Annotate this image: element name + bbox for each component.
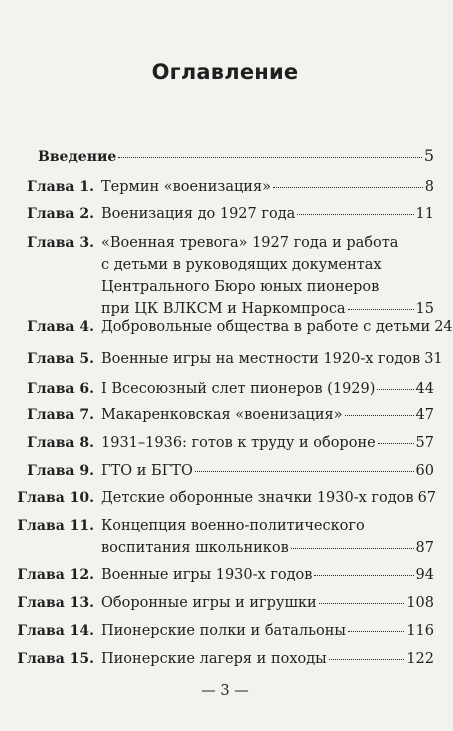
toc-page-number: 15 (415, 301, 434, 317)
toc-page-number: 5 (423, 146, 434, 165)
dot-leader (291, 548, 414, 549)
toc-page-number: 24 (434, 319, 453, 335)
dot-leader (195, 471, 414, 472)
chapter-title-block (101, 176, 434, 198)
toc-page-number: 94 (415, 567, 434, 583)
chapter-title-line: «Военная тревога» 1927 года и работа (101, 235, 399, 251)
chapter-title: Макаренковская «военизация» (101, 407, 343, 423)
toc-entry-line (101, 176, 434, 198)
toc-page-number: 122 (406, 651, 434, 667)
chapter-title: ГТО и БГТО (101, 463, 193, 479)
toc-page-number: 108 (406, 595, 434, 611)
toc-entry-line (101, 620, 434, 642)
toc-page-number: 8 (424, 179, 434, 195)
chapter-title-block (101, 515, 434, 559)
chapter-title: при ЦК ВЛКСМ и Наркомпроса (101, 301, 346, 317)
chapter-title-block (101, 432, 434, 454)
chapter-title-block (101, 378, 434, 400)
chapter-label: Глава 3. (27, 235, 94, 251)
toc-entry-line (101, 203, 434, 225)
toc-page-number: 60 (415, 463, 434, 479)
dot-leader (377, 389, 413, 390)
toc-page-number: 116 (406, 623, 434, 639)
chapter-title-block (101, 316, 453, 338)
chapter-label: Глава 2. (27, 206, 94, 222)
chapter-title-block (101, 648, 434, 670)
chapter-title: Добровольные общества в работе с детьми (101, 319, 431, 335)
chapter-title: Военные игры 1930-х годов (101, 567, 313, 583)
chapter-label: Глава 8. (27, 435, 94, 451)
chapter-title-line: Центрального Бюро юных пионеров (101, 279, 380, 295)
dot-leader (345, 415, 414, 416)
dot-leader (319, 603, 405, 604)
chapter-label: Глава 15. (17, 651, 94, 667)
chapter-title: Пионерские лагеря и походы (101, 651, 327, 667)
toc-entry-line (101, 537, 434, 559)
chapter-title-block (101, 348, 443, 370)
chapter-title-block (101, 232, 434, 320)
chapter-title-block (101, 460, 434, 482)
chapter-label: Глава 10. (17, 490, 94, 506)
chapter-title: 1931–1936: готов к труду и обороне (101, 435, 376, 451)
toc-entry-line (101, 592, 434, 614)
chapter-title-block (101, 404, 434, 426)
toc-entry-title: Введение (38, 149, 117, 165)
dot-leader (329, 659, 405, 660)
toc-entry-line (101, 460, 434, 482)
chapter-title: Военные игры на местности 1920-х годов (101, 351, 421, 367)
chapter-label: Глава 11. (17, 518, 94, 534)
toc-page-number: 44 (415, 381, 434, 397)
toc-page-number: 67 (417, 490, 437, 506)
chapter-title: Оборонные игры и игрушки (101, 595, 317, 611)
chapter-label: Глава 7. (27, 407, 94, 423)
dot-leader (348, 631, 404, 632)
page-number: — 3 — (201, 683, 249, 699)
chapter-title-block (101, 620, 434, 642)
chapter-title-block (101, 203, 434, 225)
dot-leader (297, 214, 413, 215)
dot-leader (348, 309, 414, 310)
toc-entry-line (101, 378, 434, 400)
chapter-title: Военизация до 1927 года (101, 206, 296, 222)
chapter-title-line: Концепция военно-политического (101, 518, 365, 534)
chapter-label: Глава 9. (27, 463, 94, 479)
chapter-label: Глава 6. (27, 381, 94, 397)
toc-page-number: 57 (415, 435, 434, 451)
toc-page-number: 87 (415, 540, 434, 556)
chapter-title-block (101, 564, 434, 586)
chapter-title-line: с детьми в руководящих документах (101, 257, 382, 273)
chapter-title: Термин «военизация» (101, 179, 271, 195)
chapter-label: Глава 13. (17, 595, 94, 611)
toc-page-number: 31 (424, 351, 443, 367)
dot-leader (314, 575, 413, 576)
toc-entry-line (101, 348, 443, 370)
toc-entry-line (101, 487, 437, 509)
toc-entry-line (101, 316, 453, 338)
chapter-title-block (101, 487, 437, 509)
chapter-label: Глава 5. (27, 351, 94, 367)
toc-entry-line (101, 404, 434, 426)
toc-entry-line (101, 564, 434, 586)
chapter-label: Глава 1. (27, 179, 94, 195)
chapter-title-block (101, 592, 434, 614)
toc-entry-line (101, 432, 434, 454)
page-title: Оглавление (151, 60, 299, 84)
toc-entry-line (101, 648, 434, 670)
chapter-title: I Всесоюзный слет пионеров (1929) (101, 381, 376, 397)
chapter-title: Детские оборонные значки 1930-х годов (101, 490, 414, 506)
chapter-title: воспитания школьников (101, 540, 289, 556)
dot-leader (273, 187, 423, 188)
toc-page-number: 47 (415, 407, 434, 423)
chapter-title: Пионерские полки и батальоны (101, 623, 346, 639)
chapter-label: Глава 12. (17, 567, 94, 583)
chapter-label: Глава 4. (27, 319, 94, 335)
toc-page-number: 11 (415, 206, 434, 222)
chapter-label: Глава 14. (17, 623, 94, 639)
dot-leader (378, 443, 414, 444)
